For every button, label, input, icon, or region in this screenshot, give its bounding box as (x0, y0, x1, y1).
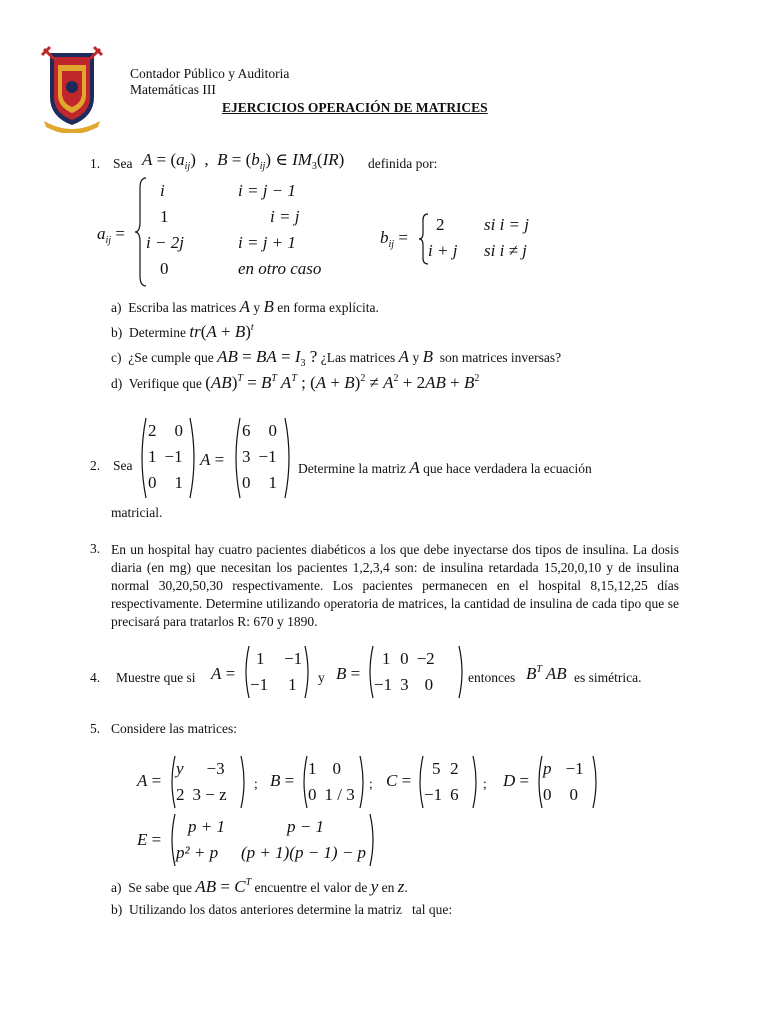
ex5-C-label: C = (386, 771, 412, 790)
ex2-instruction: Determine la matriz A que hace verdadera la ecuación (298, 458, 592, 477)
item-text: Utilizando los datos anteriores determine la matriz (129, 902, 402, 917)
matrix-cell: 0 (308, 785, 317, 804)
matrix-cell: 0 (400, 649, 409, 668)
matrix-cell: 3 (400, 675, 409, 694)
matrix-cell: 6 (242, 421, 251, 440)
ex5-matrix-D (539, 756, 588, 808)
item-text: en (381, 880, 395, 895)
ex5-matrix-E (172, 814, 370, 866)
item-label: d) (111, 376, 123, 391)
ex5-D-label: D = (503, 771, 530, 790)
matrix-cell: −3 (206, 759, 225, 778)
right-paren (240, 754, 248, 810)
item-text: Determine (129, 325, 186, 340)
matrix-cell: 3 − z (192, 785, 227, 804)
matrix-cell: 3 (242, 447, 251, 466)
ex5-A-label: A = (137, 771, 162, 790)
matrix-cell: 0 (569, 785, 578, 804)
item-text: Verifique que (128, 376, 202, 391)
item-label: b) (111, 902, 123, 917)
right-paren (458, 644, 466, 700)
matrix-cell: 1 (308, 759, 317, 778)
matrix-cell: 0 (543, 785, 552, 804)
matrix-cell: p − 1 (286, 817, 324, 836)
ex5-matrix-A (172, 756, 231, 808)
item-text: son matrices inversas? (439, 350, 562, 365)
matrix-cell: −1 (250, 675, 269, 694)
ex5-intro: Considere las matrices: (111, 721, 237, 736)
ex2-text: que hace verdadera la ecuación (423, 461, 592, 476)
bij-value: i + j (428, 241, 458, 260)
ex2-equation-A: A = (200, 450, 225, 469)
ex1-item-a: a) Escriba las matrices A y B en forma explícita. (111, 297, 379, 316)
ex5-matrix-C (420, 756, 463, 808)
matrix-cell: 0 (268, 421, 277, 440)
aij-condition: en otro caso (238, 259, 322, 278)
ex4-number: 4. (90, 670, 101, 685)
ex5-number: 5. (90, 721, 101, 736)
right-paren (592, 754, 600, 810)
item-text: . (404, 880, 408, 895)
right-paren (472, 754, 480, 810)
bij-label: $b_{ij}$ = (380, 228, 408, 250)
aij-value: i (160, 181, 165, 200)
university-crest-logo (40, 45, 104, 133)
ex2-text: Determine la matriz (298, 461, 406, 476)
item-label: c) (111, 350, 122, 365)
bij-condition: si i ≠ j (484, 241, 527, 260)
ex1-defined-by: definida por: (368, 156, 438, 171)
ex4-matrix-B (370, 646, 439, 698)
ex5-item-a: a) Se sabe que AB = $C^T$ encuentre el valor de y en z. (111, 877, 408, 896)
ex2-matricial: matricial. (111, 505, 163, 520)
ex4-matrix-A (246, 646, 306, 698)
aij-condition: i = j + 1 (238, 233, 296, 252)
ex2-right-matrix (238, 418, 281, 496)
ex4-B-label: B = (336, 664, 361, 683)
ex5-B-label: B = (270, 771, 295, 790)
ex1-item-c: c) ¿Se cumple que AB = BA = $I_3$ ? ¿Las matrices A y B son matrices inversas? (111, 347, 562, 369)
matrix-cell: −1 (258, 447, 277, 466)
ex2-left-matrix (144, 418, 187, 496)
item-text: ¿Las matrices (320, 350, 396, 365)
right-paren (284, 416, 294, 500)
aij-value: i − 2j (146, 233, 184, 252)
ex2-sea-label: Sea (113, 458, 133, 473)
matrix-cell: −1 (164, 447, 183, 466)
ex3-number: 3. (90, 541, 101, 556)
aij-condition: i = j − 1 (238, 181, 296, 200)
item-label: a) (111, 300, 122, 315)
matrix-cell: 0 (332, 759, 341, 778)
matrix-cell: 0 (148, 473, 157, 492)
matrix-cell: 1 (268, 473, 277, 492)
matrix-cell: 2 (148, 421, 157, 440)
item-label: b) (111, 325, 123, 340)
item-text: y (253, 300, 261, 315)
ex3-text: En un hospital hay cuatro pacientes diabéticos a los que debe inyectarse dos tipos de insulina. La dosis diaria (en mg) que necesitan los pacientes 1,2,3,4 son: de insulina retardada 15,20,0,10 y de insulina normal 30,20,50,30 respectivamente. Los pacientes permanecen en el hospital 8,15,12,25 días respectivamente. Determine utilizando operatoria de matrices, la cantidad de insulina de cada tipo que se precisará para tratarlos R: 670 y 1890. (111, 542, 679, 629)
bij-condition: si i = j (484, 215, 530, 234)
matrix-cell: 1 (288, 675, 297, 694)
separator: ; (483, 776, 487, 791)
ex1-item-b: b) Determine $tr(A + B)^t$ (111, 322, 254, 341)
aij-cases (142, 178, 325, 282)
matrix-cell: 2 (450, 759, 459, 778)
ex4-btab: $B^T$ AB (526, 664, 567, 683)
ex4-text-1: Muestre que si (116, 670, 196, 685)
header-line-1: Contador Público y Auditoria (130, 66, 290, 81)
matrix-cell: p² + p (176, 843, 219, 862)
ex1-item-d: d) Verifique que $(AB)^T = B^T$ $A^T$ ; $(A + B)^2 \ne A^2 + 2AB + B^2$ (111, 373, 480, 392)
ex5-matrix-B (304, 756, 359, 808)
aij-value: 0 (160, 259, 169, 278)
ex1-number: 1. (90, 156, 101, 171)
bij-value: 2 (436, 215, 445, 234)
item-text: en forma explícita. (277, 300, 379, 315)
ex4-text-2: y (318, 670, 325, 685)
bij-cases (424, 212, 533, 264)
matrix-cell: 6 (450, 785, 459, 804)
matrix-cell: 2 (176, 785, 185, 804)
right-paren (189, 416, 199, 500)
ex1-sea-label: Sea (113, 156, 133, 171)
matrix-cell: 5 (432, 759, 441, 778)
item-text: ¿Se cumple que (128, 350, 214, 365)
aij-value: 1 (160, 207, 169, 226)
matrix-cell: 1 / 3 (324, 785, 355, 804)
matrix-cell: 0 (174, 421, 183, 440)
matrix-cell: −2 (416, 649, 435, 668)
ex2-number: 2. (90, 458, 101, 473)
item-text: Se sabe que (128, 880, 192, 895)
matrix-cell: 1 (148, 447, 157, 466)
header-line-2: Matemáticas III (130, 82, 216, 97)
matrix-cell: −1 (565, 759, 584, 778)
ex4-text-3: entonces (468, 670, 516, 685)
matrix-cell: 1 (256, 649, 265, 668)
ex5-item-b (111, 902, 452, 918)
separator: ; (254, 776, 258, 791)
page-title: EJERCICIOS OPERACIÓN DE MATRICES (222, 100, 488, 115)
item-text: Escriba las matrices (128, 300, 237, 315)
aij-label: $a_{ij}$ = (97, 224, 125, 246)
matrix-cell: −1 (424, 785, 443, 804)
right-paren (369, 812, 377, 868)
matrix-cell: 1 (382, 649, 391, 668)
separator: ; (369, 776, 373, 791)
item-text: encuentre el valor de (254, 880, 368, 895)
ex4-text-4: es simétrica. (574, 670, 642, 685)
matrix-cell: 1 (174, 473, 183, 492)
ex4-A-label: A = (211, 664, 236, 683)
item-label: a) (111, 880, 122, 895)
item-text: y (412, 350, 420, 365)
matrix-cell: −1 (284, 649, 303, 668)
matrix-cell: p (543, 759, 552, 778)
aij-condition: i = j (270, 207, 300, 226)
matrix-cell: y (176, 759, 184, 778)
item-text: tal que: (412, 902, 453, 917)
matrix-cell: 0 (424, 675, 434, 694)
right-paren (359, 754, 367, 810)
matrix-cell: 0 (242, 473, 251, 492)
matrix-cell: −1 (374, 675, 393, 694)
matrix-cell: (p + 1)(p − 1) − p (240, 843, 367, 862)
ex1-definition-formula: $A = (a_{ij})$ , $B = (b_{ij})$ ∈ $IM_3(IR)$ (142, 150, 345, 172)
ex5-E-label: E = (137, 830, 162, 849)
matrix-cell: p + 1 (188, 817, 225, 836)
right-paren (304, 644, 312, 700)
